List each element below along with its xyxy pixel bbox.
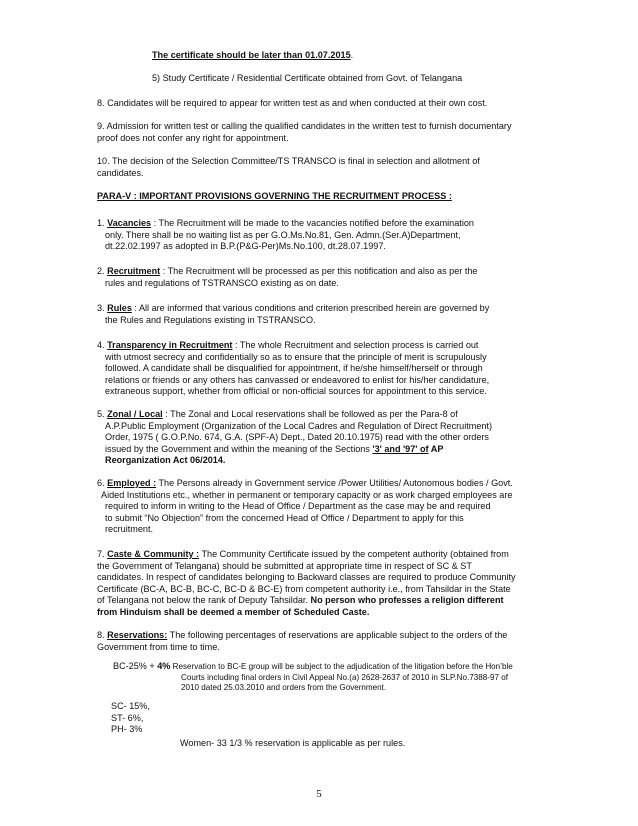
section-recruitment: 2. Recruitment : The Recruitment will be processed as per this notification and also as per the rules and regulations of TSTRANSCO existing as on date. — [97, 266, 478, 288]
section-vacancies: 1. Vacancies : The Recruitment will be made to the vacancies notified before the examination only. There shall be no waiting list as per G.O.Ms.No.81, Gen. Admn.(Ser.A)Department, dt.22.02.1997 as adopted in B.P.(P&G-Per)Ms.No.100, dt.28.07.1997. — [97, 218, 474, 252]
quota-st: ST- 6%, — [111, 712, 144, 723]
section-caste-community: 7. Caste & Community : The Community Certificate issued by the competent authority (obtained from the Government of Telangana) should be submitted at appropriate time in respect of SC & ST candidates. In respect of candidates belonging to Backward classes are required to produce Community Certificate (BC-A, BC-B, BC-C, BC-D & BC-E) from competent authority i.e., from Tahsildar in the State of Telangana not below the rank of Deputy Tahsildar. No person who professes a religion different from Hinduism shall be deemed a member of Scheduled Caste. — [97, 549, 516, 617]
section-zonal-local: 5. Zonal / Local : The Zonal and Local reservations shall be followed as per the Para-8 of A.P.Public Employment (Organization of the Local Cadres and Regulation of Direct Recruitment) Order, 1975 ( G.O.P.No. 674, G.A. (SPF-A) Dept., Dated 20.10.1975) read with the other orders issued by the Government and within the meaning of the Sections '3' and '97' of AP Reorganization Act 06/2014. — [97, 409, 493, 466]
quota-sc: SC- 15%, — [111, 701, 150, 711]
bc-reservation: BC-25% + 4% Reservation to BC-E group will be subject to the adjudication of the litigation before the Hon’ble Courts including final orders in Civil Appeal No.(a) 2628-2637 of 2010 in SLP.No.7388-97 of 2010 dated 25.03.2010 and orders from the Government. — [113, 661, 513, 692]
para-10: 10. The decision of the Selection Committee/TS TRANSCO is final in selection and allotment of candidates. — [97, 156, 480, 178]
section-transparency: 4. Transparency in Recruitment : The whole Recruitment and selection process is carried out with utmost secrecy and confidentially so as to ensure that the principle of merit is scrupulously followed. A candidate shall be disqualified for appointment, if he/she himself/herself or through relations or friends or any others has canvassed or endeavored to enlist for his/her candidature, extraneous support, whether from official or non-official sources for appointment to this service. — [97, 340, 490, 397]
women-reservation: Women- 33 1/3 % reservation is applicable as per rules. — [180, 738, 406, 748]
section-rules: 3. Rules : All are informed that various conditions and criterion prescribed herein are governed by the Rules and Regulations existing in TSTRANSCO. — [97, 303, 490, 325]
quota-ph: PH- 3% — [111, 724, 143, 735]
certificate-note: The certificate should be later than 01.07.2015. — [152, 50, 354, 60]
para-9: 9. Admission for written test or calling the qualified candidates in the written test to furnish documentary proof does not confer any right for appointment. — [97, 121, 512, 143]
item-5: 5) Study Certificate / Residential Certificate obtained from Govt. of Telangana — [152, 73, 463, 83]
section-employed: 6. Employed : The Persons already in Government service /Power Utilities/ Autonomous bodies / Govt. Aided Institutions etc., whether in permanent or temporary capacity or as work charged employees are required to inform in writing to the Head of Office / Department as the case may be and required to submit “No Objection” from the concerned Head of Office / Department to apply for this recruitment. — [97, 478, 513, 535]
quota-list — [111, 701, 311, 736]
section-reservations: 8. Reservations: The following percentages of reservations are applicable subject to the orders of the Government from time to time. — [97, 630, 508, 652]
page-number: 5 — [316, 788, 322, 800]
para-v-heading: PARA-V : IMPORTANT PROVISIONS GOVERNING THE RECRUITMENT PROCESS : — [97, 191, 452, 201]
para-8: 8. Candidates will be required to appear for written test as and when conducted at their own cost. — [97, 98, 488, 108]
